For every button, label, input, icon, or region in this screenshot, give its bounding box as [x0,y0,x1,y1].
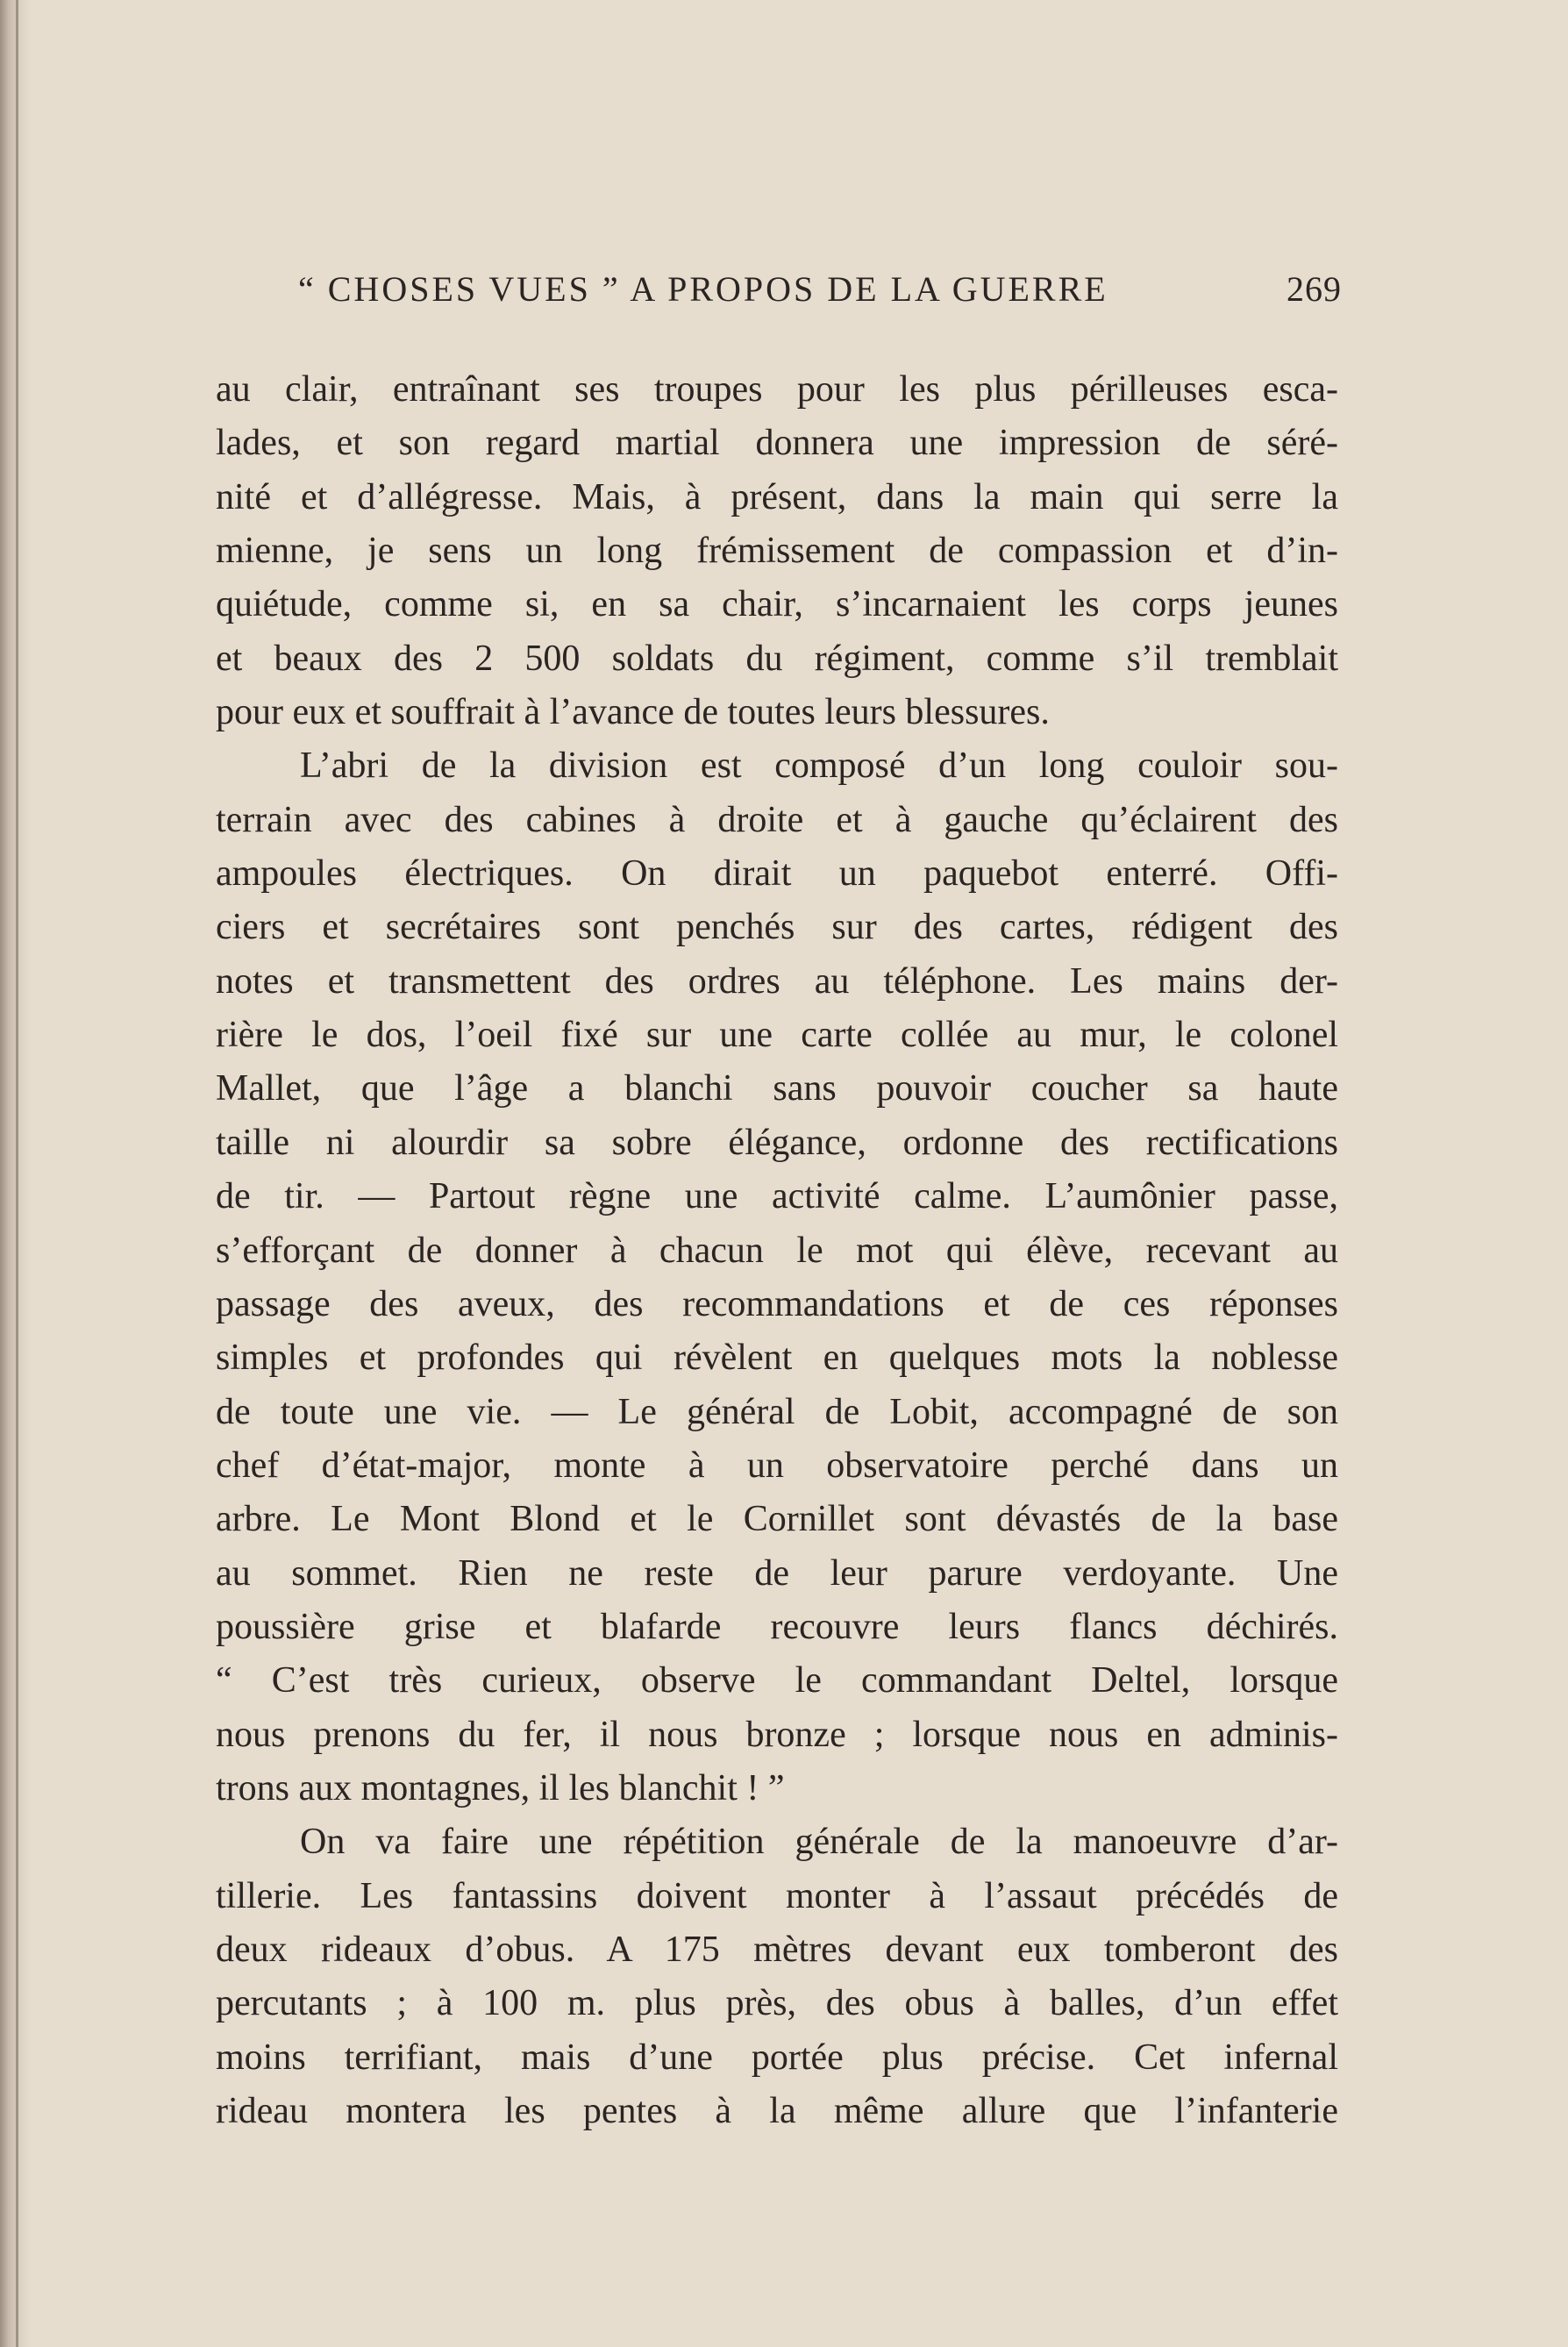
text-line: On va faire une répétition générale de la manoeuvre d’ar- [300,1822,1338,1863]
text-line: arbre. Le Mont Blond et le Cornillet sont dévastés de la base [216,1499,1338,1540]
text-line: notes et transmettent des ordres au téléphone. Les mains der- [216,960,1338,1002]
text-line: pour eux et souffrait à l’avance de toutes leurs blessures. [216,692,1050,733]
text-line: “ C’est très curieux, observe le commandant Deltel, lorsque [216,1660,1338,1701]
text-line: trons aux montagnes, il les blanchit ! ” [216,1767,785,1808]
text-line: simples et profondes qui révèlent en quelques mots la noblesse [216,1338,1338,1379]
text-line: de tir. — Partout règne une activité calme. L’aumônier passe, [216,1176,1338,1217]
text-line: moins terrifiant, mais d’une portée plus précise. Cet infernal [216,2037,1338,2078]
text-line: nité et d’allégresse. Mais, à présent, dans la main qui serre la [216,476,1338,517]
text-line: poussière grise et blafarde recouvre leurs flancs déchirés. [216,1606,1338,1647]
text-line: nous prenons du fer, il nous bronze ; lorsque nous en adminis- [216,1714,1338,1755]
text-line: au sommet. Rien ne reste de leur parure verdoyante. Une [216,1552,1338,1594]
body-text [216,363,1338,2138]
text-line: au clair, entraînant ses troupes pour les plus périlleuses esca- [216,369,1338,410]
running-header-title: “ CHOSES VUES ” A PROPOS DE LA GUERRE [298,269,1108,309]
text-line: taille ni alourdir sa sobre élégance, ordonne des rectifications [216,1122,1338,1163]
text-line: lades, et son regard martial donnera une impression de séré- [216,423,1338,464]
text-line: Mallet, que l’âge a blanchi sans pouvoir coucher sa haute [216,1068,1338,1109]
text-line: L’abri de la division est composé d’un long couloir sou- [300,745,1338,787]
text-line: percutants ; à 100 m. plus près, des obus à balles, d’un effet [216,1983,1338,2024]
text-line: quiétude, comme si, en sa chair, s’incarnaient les corps jeunes [216,584,1338,625]
text-line: et beaux des 2 500 soldats du régiment, comme s’il tremblait [216,638,1338,679]
text-line: mienne, je sens un long frémissement de compassion et d’in- [216,531,1338,572]
text-line: deux rideaux d’obus. A 175 mètres devant eux tomberont des [216,1929,1338,1970]
text-line: de toute une vie. — Le général de Lobit, accompagné de son [216,1391,1338,1432]
text-line: tillerie. Les fantassins doivent monter à l’assaut précédés de [216,1875,1338,1916]
text-line: rière le dos, l’oeil fixé sur une carte collée au mur, le colonel [216,1015,1338,1056]
text-line: ampoules électriques. On dirait un paquebot enterré. Offi- [216,853,1338,895]
page-number: 269 [1286,269,1342,309]
text-line: rideau montera les pentes à la même allure que l’infanterie [216,2091,1338,2131]
running-header [298,268,1342,321]
text-line: ciers et secrétaires sont penchés sur des cartes, rédigent des [216,907,1338,948]
text-line: s’efforçant de donner à chacun le mot qui élève, recevant au [216,1230,1338,1271]
text-line: chef d’état-major, monte à un observatoire perché dans un [216,1445,1338,1486]
text-line: passage des aveux, des recommandations et de ces réponses [216,1283,1338,1324]
text-line: terrain avec des cabines à droite et à gauche qu’éclairent des [216,799,1338,840]
binding-shadow-line [16,0,18,2347]
page-binding-edge [0,0,30,2347]
